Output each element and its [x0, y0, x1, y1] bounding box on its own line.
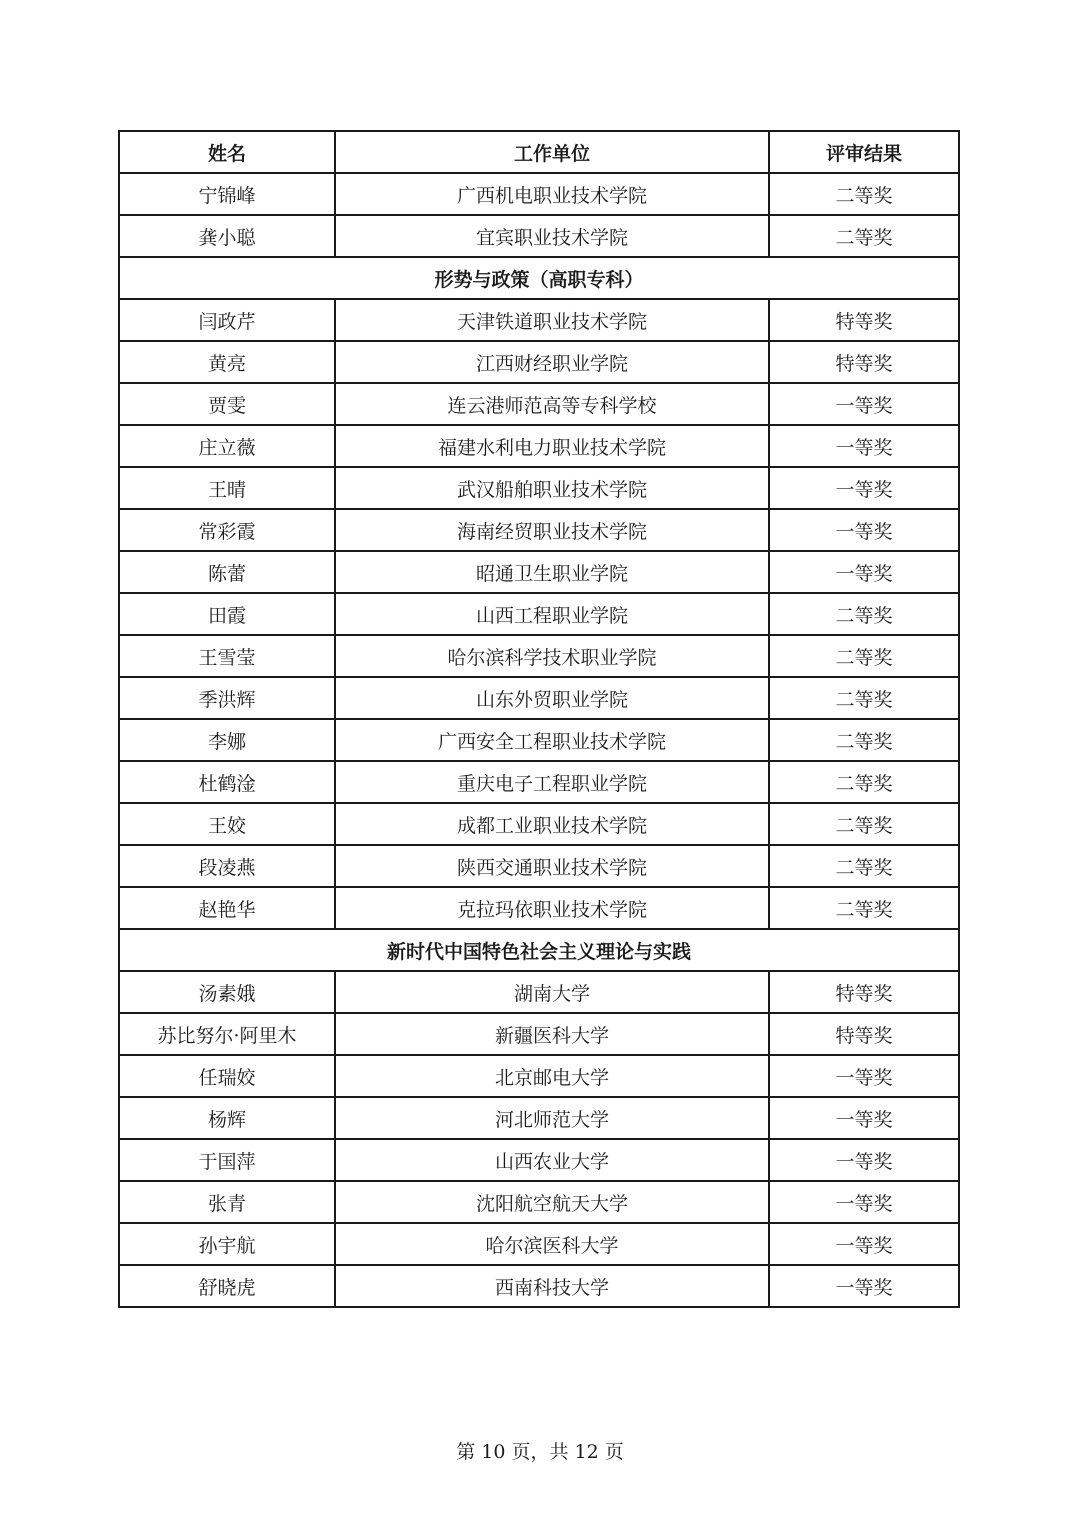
cell-result: 一等奖	[769, 1055, 959, 1097]
cell-name: 张青	[119, 1181, 335, 1223]
table-row	[119, 1223, 959, 1265]
cell-result: 一等奖	[769, 383, 959, 425]
table-row	[119, 383, 959, 425]
cell-result: 特等奖	[769, 971, 959, 1013]
cell-result: 特等奖	[769, 341, 959, 383]
cell-result: 一等奖	[769, 1181, 959, 1223]
cell-unit: 山西农业大学	[335, 1139, 769, 1181]
table-row	[119, 1013, 959, 1055]
table-row	[119, 1139, 959, 1181]
cell-name: 常彩霞	[119, 509, 335, 551]
cell-result: 一等奖	[769, 551, 959, 593]
table-row	[119, 971, 959, 1013]
cell-result: 一等奖	[769, 1139, 959, 1181]
table-header-row	[119, 131, 959, 173]
section-row	[119, 929, 959, 971]
cell-unit: 海南经贸职业技术学院	[335, 509, 769, 551]
cell-name: 宁锦峰	[119, 173, 335, 215]
section-title: 新时代中国特色社会主义理论与实践	[119, 929, 959, 971]
table-row	[119, 845, 959, 887]
table-row	[119, 1055, 959, 1097]
cell-name: 闫政芹	[119, 299, 335, 341]
cell-unit: 福建水利电力职业技术学院	[335, 425, 769, 467]
cell-unit: 克拉玛依职业技术学院	[335, 887, 769, 929]
table-row	[119, 1265, 959, 1307]
cell-name: 黄亮	[119, 341, 335, 383]
cell-unit: 成都工业职业技术学院	[335, 803, 769, 845]
cell-name: 苏比努尔·阿里木	[119, 1013, 335, 1055]
cell-name: 王晴	[119, 467, 335, 509]
table-row	[119, 215, 959, 257]
cell-result: 一等奖	[769, 467, 959, 509]
cell-name: 李娜	[119, 719, 335, 761]
cell-unit: 重庆电子工程职业学院	[335, 761, 769, 803]
cell-name: 孙宇航	[119, 1223, 335, 1265]
cell-name: 杜鹤淦	[119, 761, 335, 803]
cell-name: 于国萍	[119, 1139, 335, 1181]
table-row	[119, 425, 959, 467]
cell-result: 一等奖	[769, 1265, 959, 1307]
cell-result: 二等奖	[769, 845, 959, 887]
cell-result: 特等奖	[769, 1013, 959, 1055]
cell-result: 二等奖	[769, 761, 959, 803]
cell-result: 二等奖	[769, 719, 959, 761]
cell-result: 一等奖	[769, 1223, 959, 1265]
cell-unit: 连云港师范高等专科学校	[335, 383, 769, 425]
cell-name: 杨辉	[119, 1097, 335, 1139]
cell-name: 舒晓虎	[119, 1265, 335, 1307]
cell-name: 田霞	[119, 593, 335, 635]
table-row	[119, 467, 959, 509]
table-row	[119, 593, 959, 635]
cell-name: 龚小聪	[119, 215, 335, 257]
header-unit: 工作单位	[335, 131, 769, 173]
table-row	[119, 761, 959, 803]
cell-unit: 北京邮电大学	[335, 1055, 769, 1097]
header-name: 姓名	[119, 131, 335, 173]
table-row	[119, 173, 959, 215]
cell-name: 任瑞姣	[119, 1055, 335, 1097]
cell-unit: 新疆医科大学	[335, 1013, 769, 1055]
cell-name: 庄立薇	[119, 425, 335, 467]
cell-unit: 河北师范大学	[335, 1097, 769, 1139]
section-title: 形势与政策（高职专科）	[119, 257, 959, 299]
cell-result: 特等奖	[769, 299, 959, 341]
cell-name: 王雪莹	[119, 635, 335, 677]
cell-result: 一等奖	[769, 1097, 959, 1139]
cell-unit: 沈阳航空航天大学	[335, 1181, 769, 1223]
cell-name: 汤素娥	[119, 971, 335, 1013]
cell-unit: 江西财经职业学院	[335, 341, 769, 383]
cell-result: 二等奖	[769, 215, 959, 257]
cell-unit: 哈尔滨科学技术职业学院	[335, 635, 769, 677]
cell-result: 一等奖	[769, 425, 959, 467]
section-row	[119, 257, 959, 299]
cell-unit: 湖南大学	[335, 971, 769, 1013]
table-row	[119, 719, 959, 761]
results-table	[118, 130, 960, 1308]
table-row	[119, 803, 959, 845]
cell-name: 陈蕾	[119, 551, 335, 593]
cell-result: 二等奖	[769, 635, 959, 677]
cell-name: 贾雯	[119, 383, 335, 425]
cell-result: 二等奖	[769, 803, 959, 845]
table-row	[119, 887, 959, 929]
table-row	[119, 551, 959, 593]
cell-name: 季洪辉	[119, 677, 335, 719]
table-body	[119, 173, 959, 1307]
cell-result: 一等奖	[769, 509, 959, 551]
cell-result: 二等奖	[769, 593, 959, 635]
cell-result: 二等奖	[769, 173, 959, 215]
header-result: 评审结果	[769, 131, 959, 173]
cell-name: 段凌燕	[119, 845, 335, 887]
cell-unit: 广西安全工程职业技术学院	[335, 719, 769, 761]
cell-unit: 西南科技大学	[335, 1265, 769, 1307]
cell-unit: 天津铁道职业技术学院	[335, 299, 769, 341]
cell-unit: 山西工程职业学院	[335, 593, 769, 635]
cell-unit: 广西机电职业技术学院	[335, 173, 769, 215]
table-row	[119, 1181, 959, 1223]
cell-unit: 宜宾职业技术学院	[335, 215, 769, 257]
table-row	[119, 299, 959, 341]
cell-unit: 武汉船舶职业技术学院	[335, 467, 769, 509]
cell-name: 王姣	[119, 803, 335, 845]
table-row	[119, 635, 959, 677]
cell-result: 二等奖	[769, 887, 959, 929]
table-row	[119, 1097, 959, 1139]
table-row	[119, 509, 959, 551]
page-number-footer: 第 10 页，共 12 页	[456, 1441, 624, 1463]
cell-unit: 陕西交通职业技术学院	[335, 845, 769, 887]
table-row	[119, 677, 959, 719]
cell-name: 赵艳华	[119, 887, 335, 929]
cell-result: 二等奖	[769, 677, 959, 719]
cell-unit: 山东外贸职业学院	[335, 677, 769, 719]
cell-unit: 昭通卫生职业学院	[335, 551, 769, 593]
cell-unit: 哈尔滨医科大学	[335, 1223, 769, 1265]
table-row	[119, 341, 959, 383]
